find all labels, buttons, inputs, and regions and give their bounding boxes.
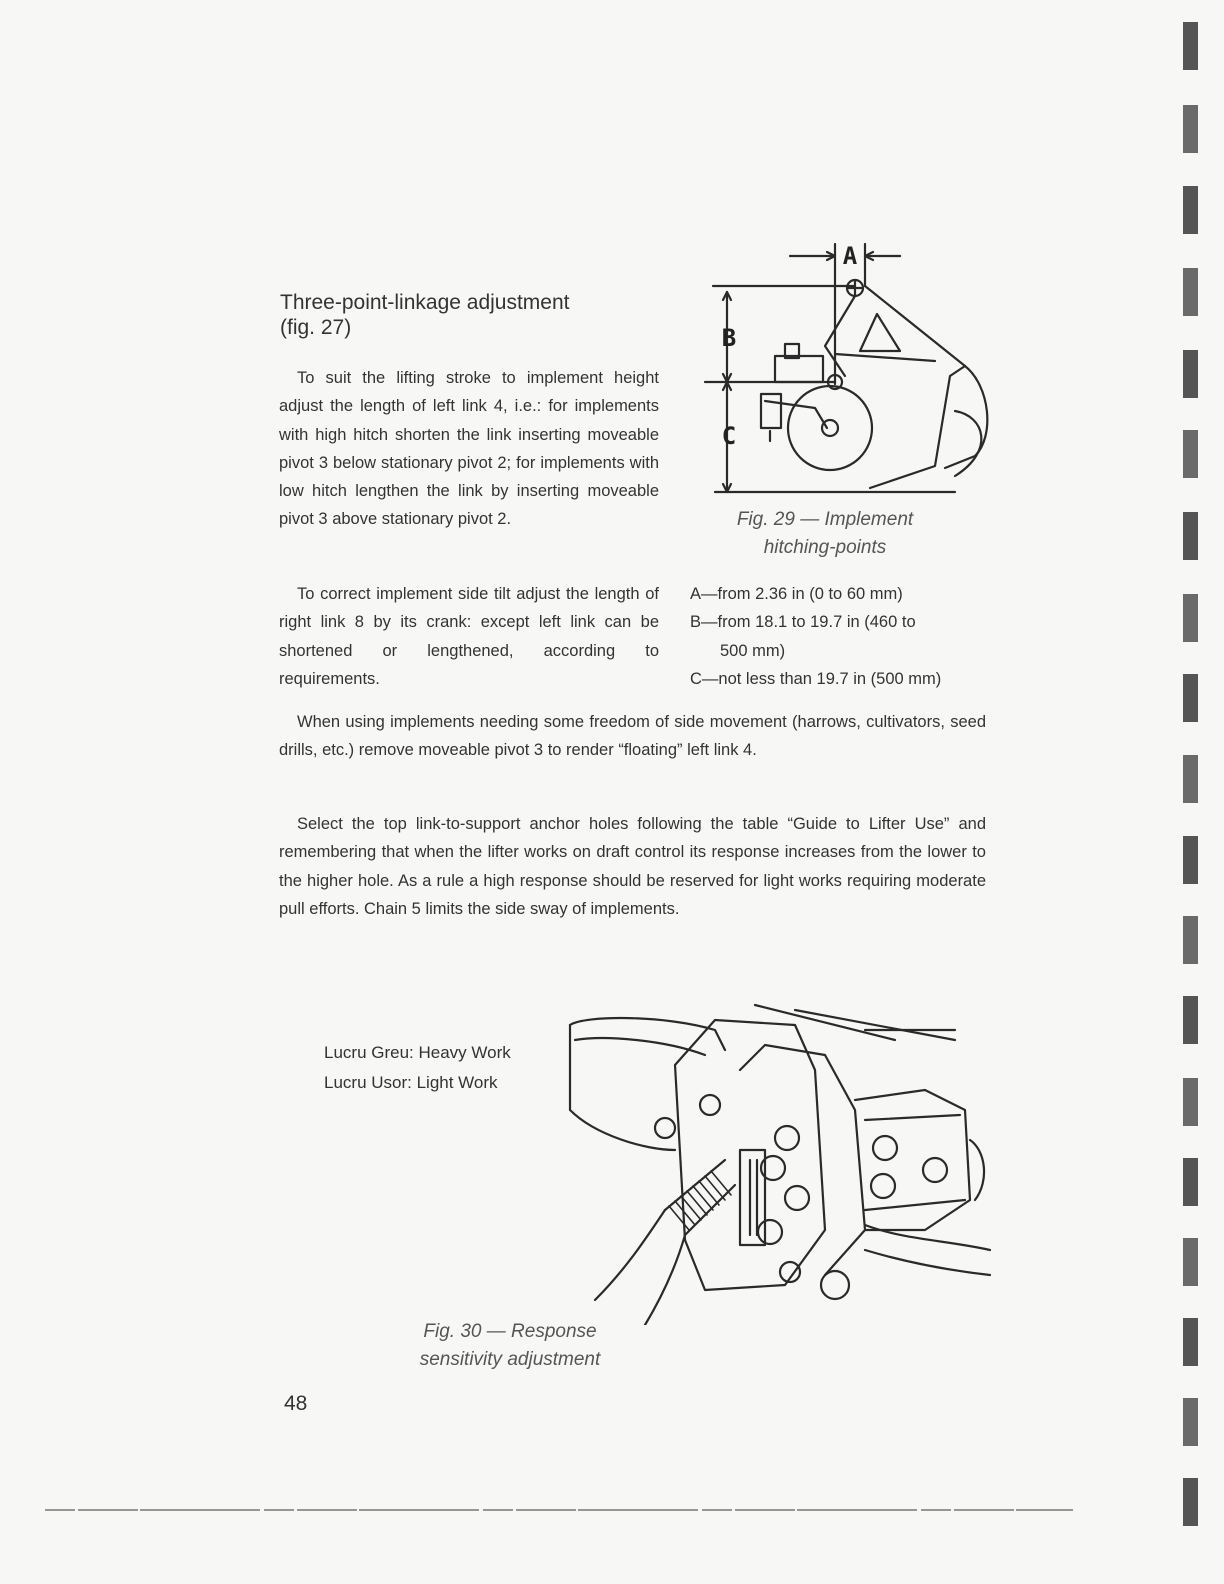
figure-30-caption-line1: Fig. 30 — Response — [423, 1321, 597, 1342]
index-tab — [1183, 1398, 1198, 1446]
figure-29-label-b: B — [721, 324, 737, 352]
dimension-b: B—from 18.1 to 19.7 in (460 to — [690, 613, 916, 632]
figure-29-caption-line2: hitching-points — [763, 537, 887, 558]
figure-30-caption-line2: sensitivity adjustment — [419, 1349, 601, 1370]
index-tab — [1183, 512, 1198, 560]
figure-30-drawing — [565, 1000, 995, 1325]
dimension-c: C—not less than 19.7 in (500 mm) — [690, 669, 942, 688]
paragraph-anchor-holes: Select the top link-to-support anchor holes following the table “Guide to Lifter Use” and remembering that when the lifter works on draft control its response increases from the lower to the higher hole. As a rule a high response should be reserved for light works requiring moderate pull efforts. Chain 5 limits the side sway of implements. — [279, 815, 986, 918]
dimension-b-continued: 500 mm) — [720, 641, 786, 660]
paragraph-floating-link: When using implements needing some freedom of side movement (harrows, cultivators, seed drills, etc.) remove moveable pivot 3 to render “floating” left link 4. — [279, 713, 986, 760]
bottom-scan-rule — [45, 1508, 1073, 1513]
index-tab — [1183, 755, 1198, 803]
figure-29-label-c: C — [721, 422, 737, 450]
index-tab — [1183, 186, 1198, 234]
index-tab — [1183, 1158, 1198, 1206]
figure-29-caption — [700, 506, 950, 562]
index-tab — [1183, 350, 1198, 398]
index-tab — [1183, 22, 1198, 70]
figure-29-caption-line1: Fig. 29 — Implement — [736, 509, 914, 530]
figure-29-dimensions — [690, 580, 990, 693]
section-heading — [280, 290, 660, 340]
page-number: 48 — [284, 1392, 308, 1415]
paragraph-lift-stroke: To suit the lifting stroke to implement height adjust the length of left link 4, i.e.: for implements with high hitch shorten the link inserting moveable pivot 3 below stationary pivot 2; for implements with low hitch lengthen the link by inserting moveable pivot 3 above stationary pivot 2. — [279, 369, 659, 529]
figure-29-drawing — [695, 236, 1000, 500]
dimension-a: A—from 2.36 in (0 to 60 mm) — [690, 585, 903, 603]
figure-29-label-a: A — [842, 242, 858, 270]
section-heading-ref: (fig. 27) — [280, 316, 352, 339]
index-tab — [1183, 594, 1198, 642]
index-tab — [1183, 674, 1198, 722]
index-tab — [1183, 996, 1198, 1044]
figure-30-legend — [324, 1038, 511, 1098]
index-tab — [1183, 916, 1198, 964]
paragraph-side-tilt: To correct implement side tilt adjust the length of right link 8 by its crank: except left link can be shortened or lengthened, according to requirements. — [279, 585, 659, 688]
index-tab — [1183, 836, 1198, 884]
figure-30-caption — [380, 1318, 640, 1374]
index-tab — [1183, 430, 1198, 478]
legend-heavy-work: Lucru Greu: Heavy Work — [324, 1043, 511, 1062]
index-tab — [1183, 105, 1198, 153]
index-tab — [1183, 268, 1198, 316]
index-tab — [1183, 1078, 1198, 1126]
legend-light-work: Lucru Usor: Light Work — [324, 1073, 498, 1092]
index-tab — [1183, 1238, 1198, 1286]
section-heading-title: Three-point-linkage adjustment — [280, 291, 570, 314]
index-tab — [1183, 1318, 1198, 1366]
index-tab — [1183, 1478, 1198, 1526]
